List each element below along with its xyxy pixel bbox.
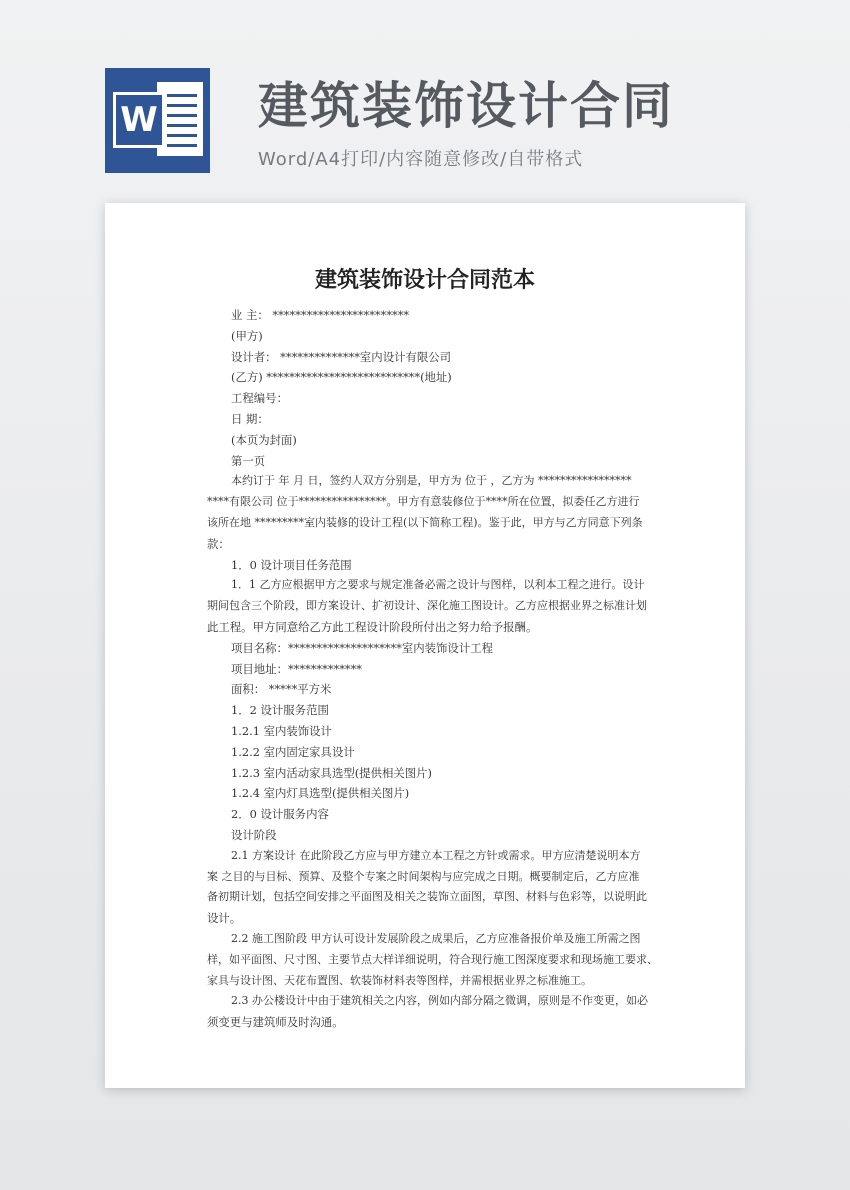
word-letter: W (113, 92, 165, 148)
document-title: 建筑装饰设计合同范本 (314, 267, 535, 293)
page-title: 建筑装饰设计合同 (258, 77, 674, 135)
doc-line: 款： (207, 536, 230, 551)
doc-line: ****有限公司 位于****************。甲方有意装修位于****所在位置，拟委任乙方进行 (207, 495, 640, 509)
doc-line: 样，如平面图、尺寸图、主要节点大样详细说明，符合现行施工图深度要求和现场施工要求、 (207, 952, 658, 966)
doc-line-page-one: 第一页 (231, 453, 266, 468)
doc-heading: 1．0 设计项目任务范围 (231, 557, 352, 572)
page-subtitle: Word/A4打印/内容随意修改/自带格式 (258, 149, 584, 170)
doc-line: 案 之目的与目标、预算、及整个专案之时间架构与应完成之日期。概要制定后，乙方应准 (207, 869, 640, 883)
doc-line-party-a: (甲方) (231, 328, 263, 343)
doc-line-owner: 业 主： ************************ (231, 308, 410, 322)
doc-line: 此工程。甲方同意给乙方此工程设计阶段所付出之努力给予报酬。 (207, 619, 538, 634)
doc-line: 备初期计划，包括空间安排之平面图及相关之装饰立面图，草图、材料与色彩等，以说明此 (207, 890, 647, 904)
doc-heading: 1．2 设计服务范围 (231, 703, 329, 718)
doc-list-item: 1.2.4 室内灯具选型(提供相关图片) (231, 786, 410, 801)
doc-line-date: 日 期： (231, 411, 269, 426)
doc-line-project-number: 工程编号： (231, 391, 288, 406)
doc-list-item: 1.2.2 室内固定家具设计 (231, 744, 355, 759)
doc-line: 设计。 (207, 911, 242, 926)
doc-line-designer: 设计者： **************室内设计有限公司 (231, 349, 452, 364)
doc-line: 须变更与建筑师及时沟通。 (207, 1015, 344, 1030)
doc-line-area: 面积： *****平方米 (231, 682, 332, 697)
doc-line-cover-note: (本页为封面) (231, 432, 297, 447)
doc-line-party-b: (乙方) ***************************(地址) (231, 370, 452, 385)
doc-line: 2.1 方案设计 在此阶段乙方应与甲方建立本工程之方针或需求。甲方应清楚说明本方 (231, 848, 641, 862)
doc-line: 1．1 乙方应根据甲方之要求与规定准备必需之设计与图样，以利本工程之进行。设计 (231, 578, 645, 592)
doc-list-item: 1.2.3 室内活动家具选型(提供相关图片) (231, 765, 432, 780)
doc-line-project-address: 项目地址：************* (231, 661, 362, 676)
doc-line-project-name: 项目名称：********************室内装饰设计工程 (231, 640, 493, 655)
doc-line: 2.2 施工图阶段 甲方认可设计发展阶段之成果后，乙方应准备报价单及施工所需之图 (231, 931, 641, 945)
doc-line: 期间包含三个阶段，即方案设计、扩初设计、深化施工图设计。乙方应根据业界之标准计划 (207, 599, 647, 613)
doc-line: 该所在地 *********室内装修的设计工程(以下简称工程)。鉴于此，甲方与乙方同意下列条 (207, 515, 643, 529)
doc-line: 2.3 办公楼设计中由于建筑相关之内容，例如内部分隔之微调，原则是不作变更，如必 (231, 994, 648, 1008)
doc-subheading: 设计阶段 (231, 827, 277, 842)
doc-line: 家具与设计图、天花布置图、软装饰材料表等图样，并需根据业界之标准施工。 (207, 973, 592, 987)
doc-list-item: 1.2.1 室内装饰设计 (231, 723, 332, 738)
doc-line: 本约订于 年 月 日，签约人双方分别是，甲方为 位于 ，乙方为 ***************** (231, 474, 632, 488)
word-logo-icon (105, 68, 210, 173)
document-body (207, 305, 665, 1033)
doc-heading: 2．0 设计服务内容 (231, 807, 329, 822)
document-page (105, 203, 745, 1088)
